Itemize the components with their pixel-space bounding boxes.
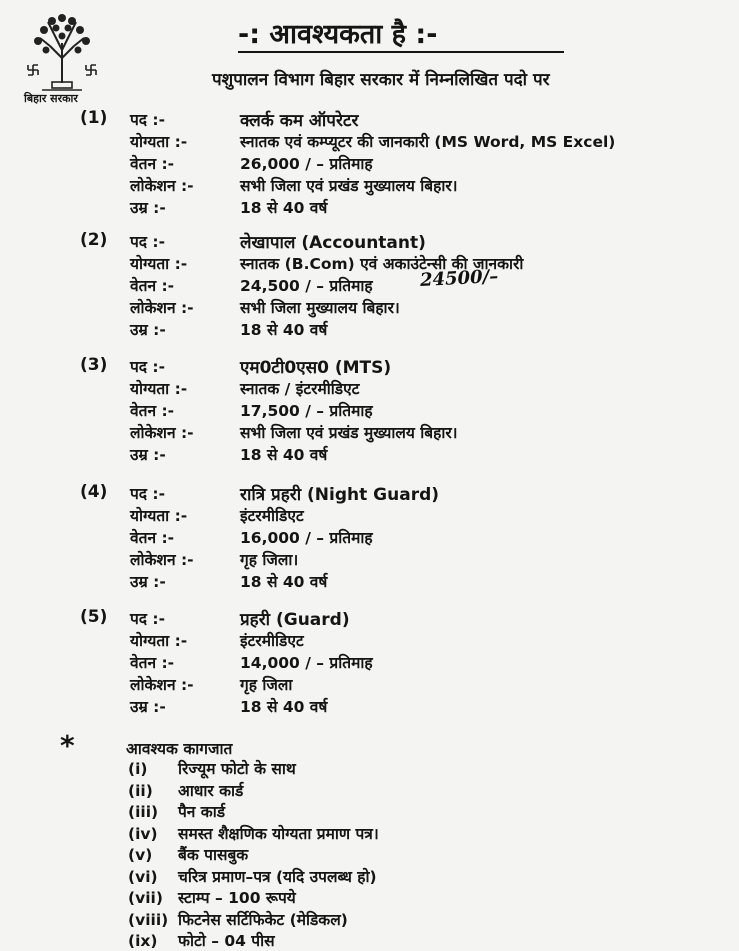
- document-item: [128, 929, 275, 951]
- job-number: (2): [80, 230, 108, 250]
- star-bullet-icon: *: [60, 729, 75, 762]
- document-item: [128, 822, 379, 844]
- document-item-number: (vi): [128, 867, 158, 886]
- document-item-number: (iii): [128, 803, 159, 821]
- job-detail-label: उम्र :-: [130, 199, 166, 217]
- job-detail-value: रात्रि प्रहरी (Night Guard): [240, 485, 440, 505]
- job-detail-value: प्रहरी (Guard): [240, 610, 350, 630]
- document-item-number: (vii): [128, 889, 163, 907]
- document-item-text: पैन कार्ड: [178, 803, 226, 821]
- document-item-number: (viii): [128, 910, 169, 929]
- job-detail-value: स्नातक एवं कम्प्यूटर की जानकारी (MS Word, MS Excel): [240, 133, 616, 151]
- job-detail-label: योग्यता :-: [130, 133, 188, 151]
- document-item-text: फोटो – 04 पीस: [178, 932, 275, 950]
- document-item-text: आधार कार्ड: [178, 781, 244, 800]
- document-item: [128, 886, 296, 908]
- job-number: (4): [80, 482, 108, 502]
- job-detail-value: 17,500 / – प्रतिमाह: [240, 402, 373, 420]
- job-detail-value: 16,000 / – प्रतिमाह: [240, 529, 373, 547]
- document-item-text: फिटनेस सर्टिफिकेट (मेडिकल): [178, 910, 348, 929]
- job-detail-label: पद :-: [130, 233, 166, 251]
- document-item: [128, 843, 248, 865]
- job-detail-value: 18 से 40 वर्ष: [240, 573, 328, 591]
- job-detail-value: गृह जिला।: [240, 551, 299, 569]
- job-detail-label: उम्र :-: [130, 698, 166, 716]
- job-detail-label: योग्यता :-: [130, 255, 188, 273]
- title-underline: [238, 51, 564, 53]
- job-detail-label: उम्र :-: [130, 321, 166, 339]
- job-number: (1): [80, 108, 108, 128]
- job-detail-value: 24,500 / – प्रतिमाह: [240, 277, 373, 295]
- job-detail-label: लोकेशन :-: [130, 424, 194, 442]
- document-item-number: (v): [128, 846, 153, 864]
- document-item-number: (ii): [128, 781, 153, 800]
- document-item: [128, 908, 348, 930]
- job-detail-value: लेखापाल (Accountant): [240, 233, 426, 253]
- job-number: (3): [80, 355, 108, 375]
- job-detail-value: स्नातक (B.Com) एवं अकाउंटेन्सी की जानकारी: [240, 255, 524, 273]
- job-detail-value: एम0टी0एस0 (MTS): [240, 358, 392, 378]
- job-detail-label: पद :-: [130, 610, 166, 628]
- job-detail-label: वेतन :-: [130, 402, 175, 420]
- job-detail-label: उम्र :-: [130, 446, 166, 464]
- document-item-number: (ix): [128, 932, 158, 950]
- job-detail-value: सभी जिला मुख्यालय बिहार।: [240, 299, 400, 317]
- job-detail-label: लोकेशन :-: [130, 299, 194, 317]
- document-item-text: समस्त शैक्षणिक योग्यता प्रमाण पत्र।: [178, 824, 379, 843]
- job-detail-value: 18 से 40 वर्ष: [240, 199, 328, 217]
- job-detail-value: 18 से 40 वर्ष: [240, 446, 328, 464]
- logo-caption: बिहार सरकार: [24, 92, 78, 105]
- document-item-text: स्टाम्प – 100 रूपये: [178, 889, 296, 907]
- document-item: [128, 865, 377, 887]
- job-detail-value: सभी जिला एवं प्रखंड मुख्यालय बिहार।: [240, 424, 458, 442]
- job-detail-label: वेतन :-: [130, 277, 175, 295]
- job-detail-value: सभी जिला एवं प्रखंड मुख्यालय बिहार।: [240, 177, 458, 195]
- document-item-text: रिज्यूम फोटो के साथ: [178, 760, 296, 778]
- document-item-number: (iv): [128, 824, 158, 843]
- page-subtitle: पशुपालन विभाग बिहार सरकार में निम्नलिखित पदो पर: [212, 70, 550, 90]
- document-item: [128, 779, 243, 801]
- job-detail-label: वेतन :-: [130, 654, 175, 672]
- job-detail-label: योग्यता :-: [130, 632, 188, 650]
- job-detail-value: गृह जिला: [240, 676, 293, 694]
- page-title: -: आवश्यकता है :-: [238, 19, 438, 50]
- job-detail-label: योग्यता :-: [130, 507, 188, 525]
- job-detail-label: वेतन :-: [130, 529, 175, 547]
- job-detail-label: पद :-: [130, 111, 166, 129]
- job-detail-label: वेतन :-: [130, 155, 175, 173]
- job-detail-label: पद :-: [130, 485, 166, 503]
- document-item: [128, 757, 296, 779]
- job-detail-label: पद :-: [130, 358, 166, 376]
- documents-heading: आवश्यक कागजात: [126, 740, 233, 758]
- handwritten-salary-note: 24500/–: [419, 265, 499, 292]
- job-detail-value: 14,000 / – प्रतिमाह: [240, 654, 373, 672]
- job-detail-value: इंटरमीडिएट: [240, 507, 304, 525]
- document-item: [128, 800, 225, 822]
- job-detail-label: उम्र :-: [130, 573, 166, 591]
- job-detail-label: लोकेशन :-: [130, 676, 194, 694]
- job-detail-label: योग्यता :-: [130, 380, 188, 398]
- document-item-number: (i): [128, 760, 148, 778]
- job-detail-value: 18 से 40 वर्ष: [240, 321, 328, 339]
- document-item-text: बैंक पासबुक: [178, 846, 249, 864]
- job-number: (5): [80, 607, 108, 627]
- job-detail-value: 26,000 / – प्रतिमाह: [240, 155, 373, 173]
- job-detail-value: 18 से 40 वर्ष: [240, 698, 328, 716]
- job-detail-label: लोकेशन :-: [130, 551, 194, 569]
- job-detail-label: लोकेशन :-: [130, 177, 194, 195]
- job-detail-value: इंटरमीडिएट: [240, 632, 304, 650]
- document-item-text: चरित्र प्रमाण–पत्र (यदि उपलब्ध हो): [178, 867, 377, 886]
- job-detail-value: क्लर्क कम ऑपरेटर: [240, 111, 359, 131]
- job-detail-value: स्नातक / इंटरमीडिएट: [240, 380, 360, 398]
